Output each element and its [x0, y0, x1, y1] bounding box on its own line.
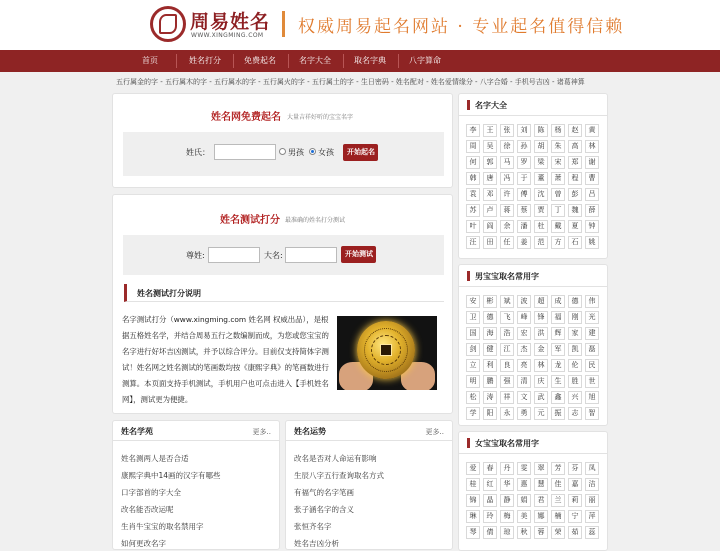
xueyuan-item[interactable]: 如何更改名字 — [121, 539, 166, 548]
surname-char[interactable]: 赵 — [568, 124, 582, 137]
name-test-title: 姓名测试打分 — [220, 215, 280, 226]
girl-char[interactable]: 君 — [534, 494, 548, 507]
explain-heading-text: 姓名测试打分说明 — [137, 289, 201, 298]
boy-char[interactable]: 剑 — [466, 343, 480, 356]
girl-char[interactable]: 雯 — [517, 462, 531, 475]
surname-char[interactable]: 唐 — [483, 172, 497, 185]
boy-char[interactable]: 永 — [500, 407, 514, 420]
xueyuan-more-link[interactable]: 更多.. — [252, 428, 271, 436]
test-surname-input[interactable] — [208, 247, 260, 263]
surname-char[interactable]: 周 — [466, 140, 480, 153]
boy-char[interactable]: 浩 — [500, 327, 514, 340]
girl-char[interactable]: 荣 — [551, 526, 565, 539]
girl-char[interactable]: 晶 — [483, 494, 497, 507]
surname-char[interactable]: 陈 — [534, 124, 548, 137]
boy-char[interactable]: 锋 — [534, 311, 548, 324]
nav-name-list[interactable]: 名字大全 — [299, 56, 331, 65]
boy-char[interactable]: 飞 — [500, 311, 514, 324]
yunshi-item[interactable]: 生辰八字五行查询取名方式 — [294, 471, 384, 480]
boy-char[interactable]: 利 — [483, 359, 497, 372]
yunshi-more-link[interactable]: 更多.. — [425, 428, 444, 436]
boy-char[interactable]: 亮 — [517, 359, 531, 372]
girl-char[interactable]: 翠 — [534, 462, 548, 475]
boy-char[interactable]: 文 — [517, 391, 531, 404]
surname-list-title: 名字大全 — [475, 101, 507, 110]
surname-char[interactable]: 余 — [500, 220, 514, 233]
girl-char[interactable]: 茹 — [568, 526, 582, 539]
nav-name-score[interactable]: 姓名打分 — [189, 56, 221, 65]
surname-char[interactable]: 叶 — [466, 220, 480, 233]
luopan-compass-image — [337, 316, 437, 390]
surname-char[interactable]: 萧 — [551, 172, 565, 185]
girl-char[interactable]: 惠 — [517, 478, 531, 491]
boy-char[interactable]: 松 — [466, 391, 480, 404]
boy-char[interactable]: 宏 — [517, 327, 531, 340]
xueyuan-item[interactable]: 口字部首的字大全 — [121, 488, 181, 497]
xueyuan-title: 姓名学苑 — [121, 427, 153, 436]
yunshi-item[interactable]: 改名是否对人命运有影响 — [294, 454, 377, 463]
girl-char[interactable]: 嘉 — [568, 478, 582, 491]
girl-char[interactable]: 芬 — [568, 462, 582, 475]
yunshi-title: 姓名运势 — [294, 427, 326, 436]
girl-char[interactable]: 洁 — [585, 478, 599, 491]
surname-char[interactable]: 姚 — [585, 236, 599, 249]
surname-char[interactable]: 姜 — [517, 236, 531, 249]
surname-char[interactable]: 曹 — [585, 172, 599, 185]
boy-char[interactable]: 金 — [534, 343, 548, 356]
surname-char[interactable]: 郭 — [483, 156, 497, 169]
girl-char[interactable]: 红 — [483, 478, 497, 491]
boy-char[interactable]: 阳 — [483, 407, 497, 420]
girl-chars-title: 女宝宝取名常用字 — [475, 439, 539, 448]
yunshi-item[interactable]: 姓名吉凶分析 — [294, 539, 339, 548]
girl-char[interactable]: 楠 — [551, 510, 565, 523]
boy-char[interactable]: 旭 — [585, 391, 599, 404]
girl-char[interactable]: 佳 — [551, 478, 565, 491]
test-surname-label: 尊姓: — [186, 251, 205, 260]
boy-char[interactable]: 斌 — [500, 295, 514, 308]
surname-char[interactable]: 曾 — [551, 188, 565, 201]
boy-char[interactable]: 志 — [568, 407, 582, 420]
surname-char[interactable]: 董 — [534, 172, 548, 185]
boy-char[interactable]: 彬 — [483, 295, 497, 308]
nav-dictionary[interactable]: 取名字典 — [354, 56, 386, 65]
surname-char[interactable]: 蔡 — [517, 204, 531, 217]
surname-char[interactable]: 方 — [551, 236, 565, 249]
test-name-label: 大名: — [264, 251, 283, 260]
surname-char[interactable]: 钟 — [585, 220, 599, 233]
girl-char[interactable]: 春 — [483, 462, 497, 475]
boy-char[interactable]: 波 — [517, 295, 531, 308]
boy-char[interactable]: 福 — [551, 311, 565, 324]
surname-char[interactable]: 林 — [585, 140, 599, 153]
boy-char[interactable]: 祥 — [500, 391, 514, 404]
boy-char[interactable]: 强 — [500, 375, 514, 388]
surname-char[interactable]: 朱 — [551, 140, 565, 153]
start-naming-button[interactable]: 开始起名 — [343, 144, 378, 161]
girl-char[interactable]: 华 — [500, 478, 514, 491]
surname-label: 姓氏： — [186, 148, 210, 157]
surname-char[interactable]: 戴 — [551, 220, 565, 233]
sub-nav-links[interactable]: 五行属金的字 - 五行属木的字 - 五行属水的字 - 五行属火的字 - 五行属土的字 - 生日密码 - 姓名配对 - 姓名爱情缘分 - 八字合婚 - 手机号吉凶 - 诸葛神算 — [116, 78, 585, 86]
boy-char[interactable]: 海 — [483, 327, 497, 340]
surname-char[interactable]: 薛 — [585, 204, 599, 217]
boy-char[interactable]: 龙 — [551, 359, 565, 372]
surname-list-panel — [458, 93, 608, 259]
xueyuan-item[interactable]: 姓名测两人是否合适 — [121, 454, 189, 463]
surname-char[interactable]: 沈 — [534, 188, 548, 201]
boy-char[interactable]: 峰 — [517, 311, 531, 324]
boy-char[interactable]: 民 — [585, 359, 599, 372]
surname-char[interactable]: 石 — [568, 236, 582, 249]
girl-char[interactable]: 蓉 — [534, 526, 548, 539]
start-test-button[interactable]: 开始测试 — [341, 246, 376, 263]
logo-text[interactable]: 周易姓名 — [190, 11, 271, 33]
surname-char[interactable]: 程 — [568, 172, 582, 185]
girl-char[interactable]: 玲 — [483, 510, 497, 523]
girl-char[interactable]: 梅 — [500, 510, 514, 523]
boy-char[interactable]: 清 — [517, 375, 531, 388]
surname-char[interactable]: 马 — [500, 156, 514, 169]
boy-char[interactable]: 建 — [585, 327, 599, 340]
girl-char[interactable]: 倩 — [483, 526, 497, 539]
nav-free-naming[interactable]: 免费起名 — [244, 56, 276, 65]
surname-char[interactable]: 傅 — [517, 188, 531, 201]
yunshi-item[interactable]: 张子涵名字的含义 — [294, 505, 354, 514]
name-test-subtitle: 最准确的姓名打分测试 — [285, 217, 346, 224]
boy-char[interactable]: 光 — [585, 311, 599, 324]
boy-char[interactable]: 智 — [585, 407, 599, 420]
xingming-yunshi-panel — [285, 420, 453, 550]
girl-char[interactable]: 凤 — [585, 462, 599, 475]
girl-char[interactable]: 兰 — [551, 494, 565, 507]
girl-char[interactable]: 爱 — [466, 462, 480, 475]
boy-char[interactable]: 凯 — [568, 343, 582, 356]
surname-char[interactable]: 李 — [466, 124, 480, 137]
boy-char[interactable]: 元 — [534, 407, 548, 420]
girl-char[interactable]: 宁 — [568, 510, 582, 523]
boy-char[interactable]: 军 — [551, 343, 565, 356]
boy-char[interactable]: 国 — [466, 327, 480, 340]
boy-label[interactable]: 男孩 — [288, 148, 304, 157]
logo-seal-icon[interactable] — [150, 6, 186, 42]
boy-char[interactable]: 武 — [534, 391, 548, 404]
surname-char[interactable]: 杜 — [534, 220, 548, 233]
surname-char[interactable]: 阎 — [483, 220, 497, 233]
surname-char[interactable]: 卢 — [483, 204, 497, 217]
girl-char[interactable]: 萍 — [585, 510, 599, 523]
xueyuan-item[interactable]: 改名能否改运呢 — [121, 505, 174, 514]
boy-char[interactable]: 杰 — [517, 343, 531, 356]
surname-char[interactable]: 苏 — [466, 204, 480, 217]
xueyuan-item[interactable]: 生肖牛宝宝的取名禁用字 — [121, 522, 204, 531]
boy-char[interactable]: 振 — [551, 407, 565, 420]
boy-char[interactable]: 伟 — [585, 295, 599, 308]
header-divider — [282, 11, 285, 37]
girl-chars-panel — [458, 431, 608, 551]
boy-chars-panel — [458, 264, 608, 426]
boy-char[interactable]: 鑫 — [551, 391, 565, 404]
free-naming-title: 姓名网免费起名 — [211, 112, 281, 123]
boy-char[interactable]: 兴 — [568, 391, 582, 404]
boy-char[interactable]: 庆 — [534, 375, 548, 388]
boy-char[interactable]: 洪 — [534, 327, 548, 340]
surname-char[interactable]: 孙 — [517, 140, 531, 153]
boy-char[interactable]: 伦 — [568, 359, 582, 372]
boy-char[interactable]: 江 — [500, 343, 514, 356]
boy-char[interactable]: 明 — [466, 375, 480, 388]
surname-char[interactable]: 田 — [483, 236, 497, 249]
boy-char[interactable]: 勇 — [517, 407, 531, 420]
xueyuan-item[interactable]: 康熙字典中14画的汉字有哪些 — [121, 471, 221, 480]
main-nav — [0, 50, 720, 72]
site-header — [0, 0, 720, 50]
surname-char[interactable]: 徐 — [500, 140, 514, 153]
nav-home[interactable]: 首页 — [142, 56, 158, 65]
boy-chars-title: 男宝宝取名常用字 — [475, 272, 539, 281]
girl-char[interactable]: 桂 — [466, 478, 480, 491]
boy-char[interactable]: 世 — [585, 375, 599, 388]
boy-char[interactable]: 成 — [551, 295, 565, 308]
boy-char[interactable]: 家 — [568, 327, 582, 340]
surname-char[interactable]: 何 — [466, 156, 480, 169]
boy-char[interactable]: 辉 — [551, 327, 565, 340]
surname-char[interactable]: 高 — [568, 140, 582, 153]
boy-char[interactable]: 学 — [466, 407, 480, 420]
girl-char[interactable]: 娜 — [534, 510, 548, 523]
boy-char[interactable]: 林 — [534, 359, 548, 372]
surname-char[interactable]: 冯 — [500, 172, 514, 185]
surname-char[interactable]: 张 — [500, 124, 514, 137]
boy-char[interactable]: 生 — [551, 375, 565, 388]
surname-char[interactable]: 梁 — [534, 156, 548, 169]
surname-char[interactable]: 袁 — [466, 188, 480, 201]
surname-char[interactable]: 罗 — [517, 156, 531, 169]
girl-char[interactable]: 秋 — [517, 526, 531, 539]
surname-char[interactable]: 许 — [500, 188, 514, 201]
explain-heading — [124, 284, 444, 302]
free-naming-card — [112, 93, 453, 188]
girl-char[interactable]: 静 — [500, 494, 514, 507]
boy-char[interactable]: 德 — [483, 311, 497, 324]
boy-char[interactable]: 安 — [466, 295, 480, 308]
girl-char[interactable]: 丽 — [585, 494, 599, 507]
surname-char[interactable]: 王 — [483, 124, 497, 137]
boy-char[interactable]: 良 — [500, 359, 514, 372]
surname-char[interactable]: 汪 — [466, 236, 480, 249]
surname-char[interactable]: 胡 — [534, 140, 548, 153]
girl-char[interactable]: 慧 — [534, 478, 548, 491]
girl-char[interactable]: 丹 — [500, 462, 514, 475]
boy-char[interactable]: 涛 — [483, 391, 497, 404]
surname-char[interactable]: 吴 — [483, 140, 497, 153]
girl-char[interactable]: 莉 — [568, 494, 582, 507]
nav-bazi[interactable]: 八字算命 — [409, 56, 441, 65]
test-name-input[interactable] — [285, 247, 337, 263]
girl-char[interactable]: 琴 — [466, 526, 480, 539]
boy-char[interactable]: 鹏 — [483, 375, 497, 388]
girl-label[interactable]: 女孩 — [318, 148, 334, 157]
surname-char[interactable]: 彭 — [568, 188, 582, 201]
girl-char[interactable]: 锦 — [466, 494, 480, 507]
surname-char[interactable]: 于 — [517, 172, 531, 185]
surname-char[interactable]: 邓 — [483, 188, 497, 201]
surname-char[interactable]: 刘 — [517, 124, 531, 137]
surname-char[interactable]: 丁 — [551, 204, 565, 217]
boy-char[interactable]: 磊 — [585, 343, 599, 356]
name-test-form — [123, 235, 444, 275]
site-slogan: 权威周易起名网站 · 专业起名值得信赖 — [298, 17, 625, 37]
boy-char[interactable]: 卫 — [466, 311, 480, 324]
boy-radio[interactable] — [279, 148, 286, 155]
surname-char[interactable]: 谢 — [585, 156, 599, 169]
girl-char[interactable]: 芳 — [551, 462, 565, 475]
explain-text: 名字测试打分（www.xingming.com 姓名网 权威出品），是根据五格姓名学，并结合周易五行之数编制而成，为您或您宝宝的名字进行好坏吉凶测试，并予以综合评分。目前仅支持简体字测试！姓名网之姓名测试的笔画数均按《康熙字典》的笔画数进行测算。本页面支持手机测试，手机用户也可点击进入【手机姓名网】，测试更为便捷。 — [122, 315, 329, 404]
surname-char[interactable]: 魏 — [568, 204, 582, 217]
girl-char[interactable]: 蕊 — [585, 526, 599, 539]
surname-char[interactable]: 宋 — [551, 156, 565, 169]
xingming-xueyuan-panel — [112, 420, 280, 550]
girl-char[interactable]: 琳 — [466, 510, 480, 523]
yunshi-item[interactable]: 有福气的名字笔画 — [294, 488, 354, 497]
surname-char[interactable]: 潘 — [517, 220, 531, 233]
surname-char[interactable]: 范 — [534, 236, 548, 249]
yunshi-item[interactable]: 张恒齐名字 — [294, 522, 332, 531]
girl-char[interactable]: 娟 — [517, 494, 531, 507]
logo-url: WWW.XINGMING.COM — [191, 32, 264, 39]
girl-char[interactable]: 美 — [517, 510, 531, 523]
surname-char[interactable]: 黄 — [585, 124, 599, 137]
girl-radio[interactable] — [309, 148, 316, 155]
boy-char[interactable]: 德 — [568, 295, 582, 308]
free-naming-subtitle: 大量吉祥好听的宝宝名字 — [287, 114, 354, 121]
surname-char[interactable]: 杨 — [551, 124, 565, 137]
surname-char[interactable]: 夏 — [568, 220, 582, 233]
surname-char[interactable]: 蒋 — [500, 204, 514, 217]
free-naming-form — [123, 132, 444, 176]
surname-char[interactable]: 贾 — [534, 204, 548, 217]
surname-input[interactable] — [214, 144, 276, 160]
boy-char[interactable]: 胜 — [568, 375, 582, 388]
boy-char[interactable]: 刚 — [568, 311, 582, 324]
boy-char[interactable]: 超 — [534, 295, 548, 308]
boy-char[interactable]: 立 — [466, 359, 480, 372]
boy-char[interactable]: 健 — [483, 343, 497, 356]
surname-char[interactable]: 韩 — [466, 172, 480, 185]
surname-char[interactable]: 吕 — [585, 188, 599, 201]
surname-char[interactable]: 郑 — [568, 156, 582, 169]
surname-char[interactable]: 任 — [500, 236, 514, 249]
girl-char[interactable]: 琼 — [500, 526, 514, 539]
